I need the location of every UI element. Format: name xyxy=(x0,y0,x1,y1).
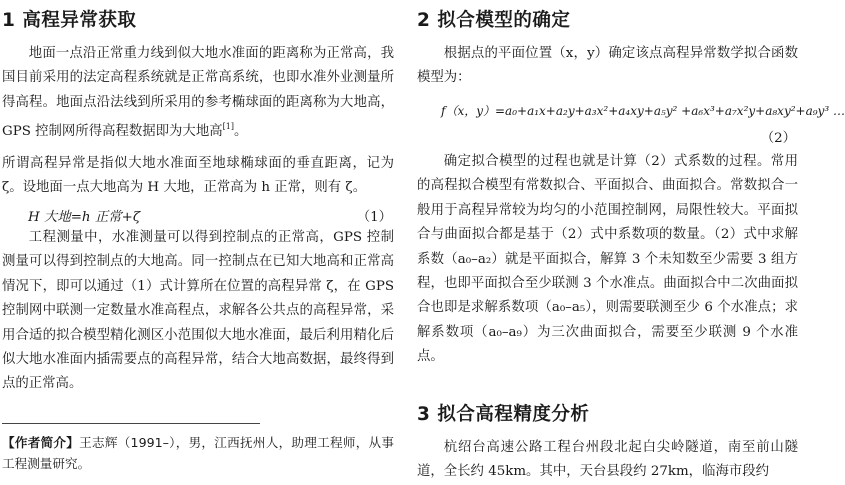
citation-ref: [1] xyxy=(222,122,234,132)
footnote-divider xyxy=(2,423,260,424)
section-1-paragraph-1: 地面一点沿正常重力线到似大地水准面的距离称为正常高，我国目前采用的法定高程系统就是正常高系统，也即水准外业测量所得高程。地面点沿法线到所采用的参考椭球面的距离称为大地高，GPS 控制网所得高程数据即为大地高[1]。 xyxy=(2,46,394,140)
author-note-label: 【作者简介】 xyxy=(2,435,80,450)
section-2-paragraph-2: 确定拟合模型的过程也就是计算（2）式系数的过程。常用的高程拟合模型有常数拟合、平面拟合、曲面拟合。常数拟合一般用于高程异常较为均匀的小范围控制网，局限性较大。平面拟合与曲面拟合都是基于（2）式中系数项的数量。（2）式中求解系数（a₀–a₂）就是平面拟合，解算 3 个未知数至少需要 3 组方程，也即平面拟合至少联测 3 个水准点。曲面拟合中二次曲面拟合也即是求解系数项（a₀–a₅），则需要联测至少 6 个水准点；求解系数项（a₀–a₉）为三次曲面拟合，需要至少联测 9 个水准点。 xyxy=(417,154,798,365)
section-3-heading: 3 拟合高程精度分析 xyxy=(417,404,590,425)
section-1-paragraph-3: 工程测量中，水准测量可以得到控制点的正常高，GPS 控制测量可以得到控制点的大地高。同一控制点在已知大地高和正常高情况下，即可以通过（1）式计算所在位置的高程异常 ζ，在 GPS 控制网中联测一定数量水准高程点，求解各公共点的高程异常，采用合适的拟合模型精化测区小范围似大地水准面，最后利用精化后似大地水准面内插需要点的高程异常，结合大地高数据，最终得到点的正常高。 xyxy=(2,230,394,392)
equation-2: f（x，y）=a₀+a₁x+a₂y+a₃x²+a₄xy+a₅y² +a₆x³+a₇x²y+a₈xy²+a₉y³ … xyxy=(441,104,845,118)
section-1-heading: 1 高程异常获取 xyxy=(2,10,137,31)
section-3-paragraph-1: 杭绍台高速公路工程台州段北起白尖岭隧道，南至前山隧道，全长约 45km。其中，天台县段约 27km，临海市段约 xyxy=(417,440,798,480)
equation-1-number: （1） xyxy=(356,210,392,225)
section-2-paragraph-1: 根据点的平面位置（x，y）确定该点高程异常数学拟合函数模型为： xyxy=(417,46,798,86)
equation-1: H 大地=h 正常+ζ xyxy=(28,210,141,225)
equation-2-number: （2） xyxy=(760,131,796,146)
section-2-heading: 2 拟合模型的确定 xyxy=(417,10,571,31)
author-note-text: 王志辉（1991–），男，江西抚州人，助理工程师，从事工程测量研究。 xyxy=(2,435,394,471)
author-note xyxy=(2,432,394,474)
section-1-paragraph-2: 所谓高程异常是指似大地水准面至地球椭球面的垂直距离，记为 ζ。设地面一点大地高为 H 大地，正常高为 h 正常，则有 ζ。 xyxy=(2,156,394,196)
